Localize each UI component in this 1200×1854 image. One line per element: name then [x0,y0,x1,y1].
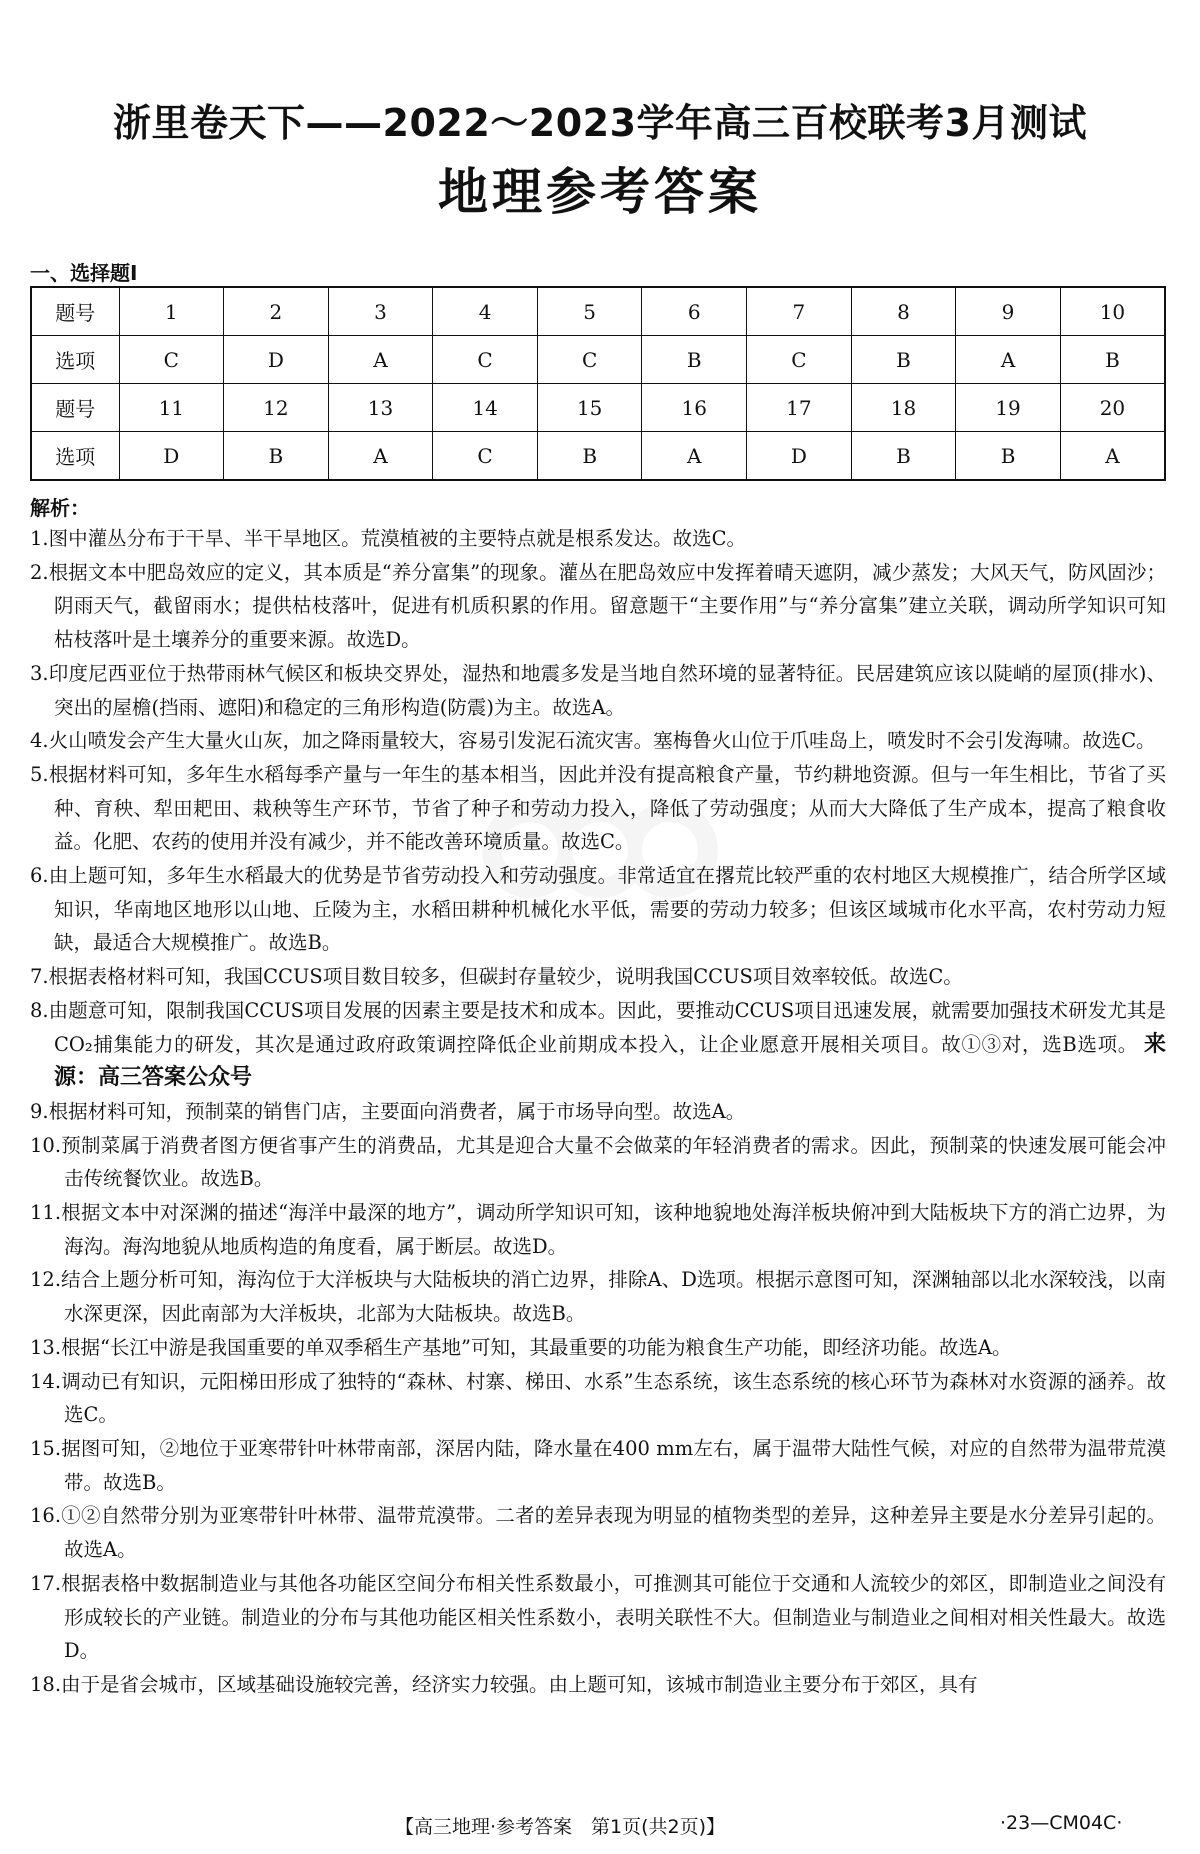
table-cell: A [956,336,1061,384]
table-row [31,432,1165,481]
row-label: 题号 [31,287,119,336]
table-cell: 16 [642,384,747,432]
table-cell: B [956,432,1061,481]
table-cell: C [433,432,538,481]
explanation-item: 4.火山喷发会产生大量火山灰，加之降雨量较大，容易引发泥石流灾害。塞梅鲁火山位于爪哇岛上，喷发时不会引发海啸。故选C。 [30,729,1156,753]
table-cell: 3 [328,287,433,336]
table-cell: 5 [537,287,642,336]
explanation-item: 16.①②自然带分别为亚寒带针叶林带、温带荒漠带。二者的差异表现为明显的植物类型的差异，这种差异主要是水分差异引起的。故选A。 [30,1504,1166,1562]
table-cell: 11 [119,384,224,432]
explanation-item: 11.根据文本中对深渊的描述“海洋中最深的地方”，调动所学知识可知，该种地貌地处海洋板块俯冲到大陆板块下方的消亡边界，为海沟。海沟地貌从地质构造的角度看，属于断层。故选D。 [30,1201,1166,1258]
row-label: 选项 [31,432,119,481]
explanation-item: 1.图中灌丛分布于干旱、半干旱地区。荒漠植被的主要特点就是根系发达。故选C。 [30,527,747,550]
row-label: 题号 [31,384,119,432]
table-cell: 6 [642,287,747,336]
table-row [31,336,1165,384]
table-cell: B [851,432,956,481]
explanation-item: 12.结合上题分析可知，海沟位于大洋板块与大陆板块的消亡边界，排除A、D选项。根据示意图可知，深渊轴部以北水深较浅，以南水深更深，因此南部为大洋板块，北部为大陆板块。故选B。 [30,1268,1166,1326]
table-cell: B [537,432,642,481]
explanation-item: 18.由于是省会城市，区域基础设施较完善，经济实力较强。由上题可知，该城市制造业主要分布于郊区，具有 [30,1672,978,1696]
table-cell: 1 [119,287,224,336]
table-cell: 14 [433,384,538,432]
table-cell: A [328,336,433,384]
section-heading: 一、选择题Ⅰ [30,261,138,285]
table-cell: C [433,336,538,384]
table-row [31,287,1165,336]
table-cell: 19 [956,384,1061,432]
table-row [31,384,1165,432]
explanation-item: 6.由上题可知，多年生水稻最大的优势是节省劳动投入和劳动强度。非常适宜在撂荒比较严重的农村地区大规模推广，结合所学区域知识，华南地区地形以山地、丘陵为主，水稻田耕种机械化水平低，需要的劳动力较多；但该区域城市化水平高，农村劳动力短缺，最适合大规模推广。故选B。 [30,864,1166,955]
table-cell: 2 [224,287,329,336]
page-number-label: 【高三地理·参考答案 第1页(共2页)】 [395,1816,726,1838]
table-cell: 13 [328,384,433,432]
explanation-item [30,994,1166,1095]
document-subtitle: 地理参考答案 [438,163,762,221]
table-cell: A [328,432,433,481]
table-cell: C [747,336,852,384]
table-cell: 12 [224,384,329,432]
explanation-item: 10.预制菜属于消费者图方便省事产生的消费品，尤其是迎合大量不会做菜的年轻消费者的需求。因此，预制菜的快速发展可能会冲击传统餐饮业。故选B。 [30,1133,1166,1191]
table-cell: B [642,336,747,384]
explanation-item: 2.根据文本中肥岛效应的定义，其本质是“养分富集”的现象。灌丛在肥岛效应中发挥着晴天遮阴，减少蒸发；大风天气，防风固沙；阴雨天气，截留雨水；提供枯枝落叶，促进有机质积累的作用。留意题干“主要作用”与“养分富集”建立关联，调动所学知识可知枯枝落叶是土壤养分的重要来源。故选D。 [30,560,1166,652]
explanation-item: 15.据图可知，②地位于亚寒带针叶林带南部，深居内陆，降水量在400 mm左右，属于温带大陆性气候，对应的自然带为温带荒漠带。故选B。 [30,1436,1166,1494]
table-cell: C [119,336,224,384]
table-cell: 7 [747,287,852,336]
source-note: 来源：高三答案公众号 [54,1031,1166,1091]
table-cell: 17 [747,384,852,432]
explanation-item: 17.根据表格中数据制造业与其他各功能区空间分布相关性系数最小，可推测其可能位于交通和人流较少的郊区，即制造业之间没有形成较长的产业链。制造业的分布与其他功能区相关性系数小，表明关联性不大。但制造业与制造业之间相对相关性最大。故选D。 [30,1571,1166,1663]
table-cell: 18 [851,384,956,432]
explanation-item: 3.印度尼西亚位于热带雨林气候区和板块交界处，湿热和地震多发是当地自然环境的显著特征。民居建筑应该以陡峭的屋顶(排水)、突出的屋檐(挡雨、遮阳)和稳定的三角形构造(防震)为主。故选A。 [30,661,1166,719]
document-code: ·23—CM04C· [1000,1812,1123,1834]
table-cell: D [224,336,329,384]
explanation-item: 9.根据材料可知，预制菜的销售门店，主要面向消费者，属于市场导向型。故选A。 [30,1099,746,1123]
table-cell: 20 [1060,384,1165,432]
row-label: 选项 [31,336,119,384]
explanation-item: 14.调动已有知识，元阳梯田形成了独特的“森林、村寨、梯田、水系”生态系统，该生态系统的核心环节为森林对水资源的涵养。故选C。 [30,1369,1166,1427]
table-cell: A [1060,432,1165,481]
table-cell: 4 [433,287,538,336]
table-cell: C [537,336,642,384]
answer-table [30,286,1166,481]
table-cell: 9 [956,287,1061,336]
table-cell: B [1060,336,1165,384]
table-cell: B [851,336,956,384]
explanation-text: 8.由题意可知，限制我国CCUS项目发展的因素主要是技术和成本。因此，要推动CCUS项目迅速发展，就需要加强技术研发尤其是CO₂捕集能力的研发，其次是通过政府政策调控降低企业前期成本投入，让企业愿意开展相关项目。故①③对，选B选项。 [30,998,1166,1056]
document-title: 浙里卷天下——2022～2023学年高三百校联考3月测试 [113,101,1087,145]
table-cell: A [642,432,747,481]
table-cell: B [224,432,329,481]
table-cell: 10 [1060,287,1165,336]
explanation-list [30,522,1166,1702]
table-cell: 15 [537,384,642,432]
explanation-item: 13.根据“长江中游是我国重要的单双季稻生产基地”可知，其最重要的功能为粮食生产功能，即经济功能。故选A。 [30,1335,1012,1359]
explanation-item: 5.根据材料可知，多年生水稻每季产量与一年生的基本相当，因此并没有提高粮食产量，节约耕地资源。但与一年生相比，节省了买种、育秧、犁田耙田、栽秧等生产环节，节省了种子和劳动力投入，降低了劳动强度；从而大大降低了生产成本，提高了粮食收益。化肥、农药的使用并没有减少，并不能改善环境质量。故选C。 [30,762,1166,854]
table-cell: D [119,432,224,481]
table-cell: D [747,432,852,481]
analysis-heading: 解析： [30,496,90,520]
table-cell: 8 [851,287,956,336]
explanation-item: 7.根据表格材料可知，我国CCUS项目数目较多，但碳封存量较少，说明我国CCUS项目效率较低。故选C。 [30,965,963,989]
